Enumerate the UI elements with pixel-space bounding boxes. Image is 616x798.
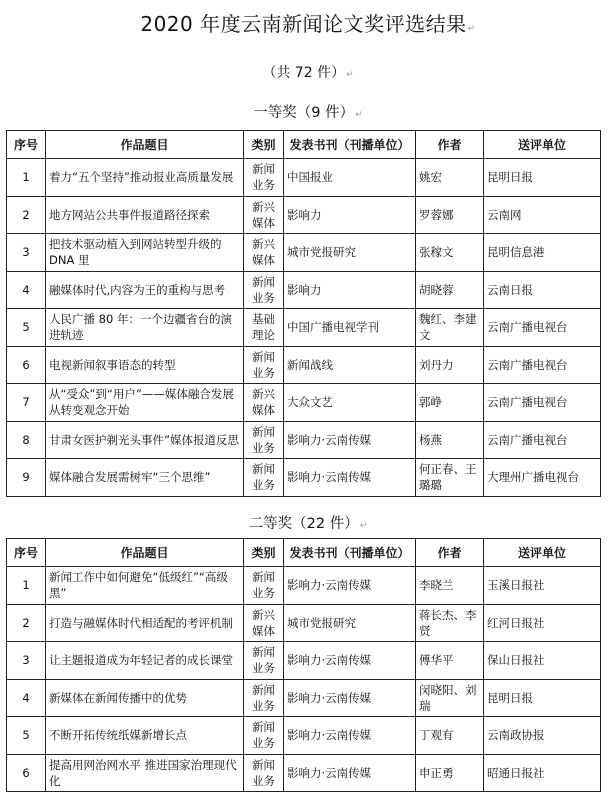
cell-publication: 中国广播电视学刊 xyxy=(284,309,416,347)
header-no: 序号 xyxy=(7,539,46,567)
cell-category: 新闻业务 xyxy=(244,271,284,309)
cell-category: 新闻业务 xyxy=(244,642,284,680)
first-prize-heading: 一等奖（9 件）↵ xyxy=(253,105,363,121)
header-publication: 发表书刊（刊播单位） xyxy=(284,131,416,159)
cell-unit: 大理州广播电视台 xyxy=(484,459,601,497)
table-row xyxy=(7,717,601,755)
header-category: 类别 xyxy=(244,131,284,159)
cell-unit: 云南广播电视台 xyxy=(484,384,601,422)
cell-unit: 云南网 xyxy=(484,196,601,234)
cell-no: 7 xyxy=(7,384,46,422)
cell-title: 地方网站公共事件报道路径探索 xyxy=(46,196,244,234)
cell-unit: 云南政协报 xyxy=(484,717,601,755)
cell-publication: 影响力·云南传媒 xyxy=(284,642,416,680)
header-publication: 发表书刊（刊播单位） xyxy=(284,539,416,567)
cell-title: 人民广播 80 年：一个边疆省台的演进轨迹 xyxy=(46,309,244,347)
cell-no: 5 xyxy=(7,717,46,755)
cell-no: 5 xyxy=(7,309,46,347)
cell-category: 新闻业务 xyxy=(244,159,284,197)
header-title: 作品题目 xyxy=(46,131,244,159)
table-row xyxy=(7,754,601,792)
cell-publication: 中国报业 xyxy=(284,159,416,197)
table-row xyxy=(7,459,601,497)
cell-title: 不断开拓传统纸媒新增长点 xyxy=(46,717,244,755)
table-row xyxy=(7,346,601,384)
cell-category: 新闻业务 xyxy=(244,421,284,459)
cell-no: 4 xyxy=(7,679,46,717)
cell-no: 1 xyxy=(7,567,46,605)
cell-title: 电视新闻叙事语态的转型 xyxy=(46,346,244,384)
cell-author: 刘丹力 xyxy=(416,346,484,384)
cell-no: 2 xyxy=(7,604,46,642)
cell-category: 新闻业务 xyxy=(244,459,284,497)
cell-category: 新闻业务 xyxy=(244,717,284,755)
header-unit: 送评单位 xyxy=(484,131,601,159)
cell-category: 新闻业务 xyxy=(244,679,284,717)
cell-author: 丁观有 xyxy=(416,717,484,755)
table-row xyxy=(7,567,601,605)
header-category: 类别 xyxy=(244,539,284,567)
cell-unit: 云南广播电视台 xyxy=(484,421,601,459)
cell-title: 把技术驱动植入到网站转型升级的 DNA 里 xyxy=(46,234,244,272)
cell-author: 李晓兰 xyxy=(416,567,484,605)
table-row xyxy=(7,679,601,717)
cell-title: 着力“五个坚持”推动报业高质量发展 xyxy=(46,159,244,197)
cell-publication: 影响力·云南传媒 xyxy=(284,679,416,717)
cell-category: 新兴媒体 xyxy=(244,604,284,642)
cell-title: 融媒体时代,内容为王的重构与思考 xyxy=(46,271,244,309)
cell-no: 3 xyxy=(7,642,46,680)
cell-publication: 影响力·云南传媒 xyxy=(284,421,416,459)
cell-publication: 大众文艺 xyxy=(284,384,416,422)
table-row xyxy=(7,384,601,422)
cell-author: 蒋长杰、李贤 xyxy=(416,604,484,642)
table-header-row xyxy=(7,539,601,567)
header-author: 作者 xyxy=(416,539,484,567)
cell-author: 申正勇 xyxy=(416,754,484,792)
cell-publication: 影响力·云南传媒 xyxy=(284,717,416,755)
header-unit: 送评单位 xyxy=(484,539,601,567)
header-no: 序号 xyxy=(7,131,46,159)
cell-author: 魏红、李建文 xyxy=(416,309,484,347)
cell-category: 新兴媒体 xyxy=(244,196,284,234)
cell-title: 新媒体在新闻传播中的优势 xyxy=(46,679,244,717)
cell-category: 新兴媒体 xyxy=(244,384,284,422)
document-subtitle: （共 72 件）↵ xyxy=(262,65,354,81)
cell-publication: 城市党报研究 xyxy=(284,604,416,642)
second-prize-heading: 二等奖（22 件）↵ xyxy=(248,516,368,532)
cell-category: 新兴媒体 xyxy=(244,234,284,272)
cell-no: 8 xyxy=(7,421,46,459)
cell-category: 基础理论 xyxy=(244,309,284,347)
table-row xyxy=(7,234,601,272)
document-title: 2020 年度云南新闻论文奖评选结果↵ xyxy=(140,12,476,36)
table-row xyxy=(7,271,601,309)
table-row xyxy=(7,642,601,680)
header-author: 作者 xyxy=(416,131,484,159)
cell-category: 新闻业务 xyxy=(244,346,284,384)
cell-no: 4 xyxy=(7,271,46,309)
cell-author: 郭峥 xyxy=(416,384,484,422)
cell-category: 新闻业务 xyxy=(244,567,284,605)
table-row xyxy=(7,196,601,234)
cell-author: 张稼文 xyxy=(416,234,484,272)
cell-no: 6 xyxy=(7,754,46,792)
table-row xyxy=(7,421,601,459)
cell-unit: 云南广播电视台 xyxy=(484,346,601,384)
cell-author: 杨燕 xyxy=(416,421,484,459)
cell-unit: 昭通日报社 xyxy=(484,754,601,792)
cell-no: 2 xyxy=(7,196,46,234)
cell-author: 何正春、王璐璐 xyxy=(416,459,484,497)
cell-no: 6 xyxy=(7,346,46,384)
cell-unit: 昆明日报 xyxy=(484,159,601,197)
cell-author: 姚宏 xyxy=(416,159,484,197)
cell-publication: 新闻战线 xyxy=(284,346,416,384)
first-prize-table xyxy=(6,130,601,497)
cell-no: 3 xyxy=(7,234,46,272)
header-title: 作品题目 xyxy=(46,539,244,567)
cell-title: 从“受众”到“用户”——媒体融合发展从转变观念开始 xyxy=(46,384,244,422)
cell-unit: 昆明信息港 xyxy=(484,234,601,272)
cell-author: 闵晓阳、刘瑞 xyxy=(416,679,484,717)
cell-publication: 影响力·云南传媒 xyxy=(284,754,416,792)
cell-title: 让主题报道成为年轻记者的成长课堂 xyxy=(46,642,244,680)
table-row xyxy=(7,159,601,197)
cell-publication: 影响力 xyxy=(284,196,416,234)
cell-unit: 云南日报 xyxy=(484,271,601,309)
cell-unit: 昆明日报 xyxy=(484,679,601,717)
cell-unit: 保山日报社 xyxy=(484,642,601,680)
cell-no: 9 xyxy=(7,459,46,497)
cell-unit: 玉溪日报社 xyxy=(484,567,601,605)
second-prize-table xyxy=(6,538,601,792)
table-row xyxy=(7,604,601,642)
cell-title: 甘肃女医护剃光头事件”媒体报道反思 xyxy=(46,421,244,459)
cell-publication: 影响力 xyxy=(284,271,416,309)
cell-unit: 红河日报社 xyxy=(484,604,601,642)
cell-unit: 云南广播电视台 xyxy=(484,309,601,347)
cell-title: 媒体融合发展需树牢“三个思维” xyxy=(46,459,244,497)
table-header-row xyxy=(7,131,601,159)
cell-publication: 城市党报研究 xyxy=(284,234,416,272)
table-row xyxy=(7,309,601,347)
cell-title: 提高用网治网水平 推进国家治理现代化 xyxy=(46,754,244,792)
cell-publication: 影响力·云南传媒 xyxy=(284,459,416,497)
cell-no: 1 xyxy=(7,159,46,197)
cell-category: 新闻业务 xyxy=(244,754,284,792)
cell-author: 罗蓉娜 xyxy=(416,196,484,234)
cell-author: 胡晓蓉 xyxy=(416,271,484,309)
cell-title: 打造与融媒体时代相适配的考评机制 xyxy=(46,604,244,642)
cell-publication: 影响力·云南传媒 xyxy=(284,567,416,605)
cell-title: 新闻工作中如何避免“低级红”“高级黑” xyxy=(46,567,244,605)
cell-author: 傅华平 xyxy=(416,642,484,680)
